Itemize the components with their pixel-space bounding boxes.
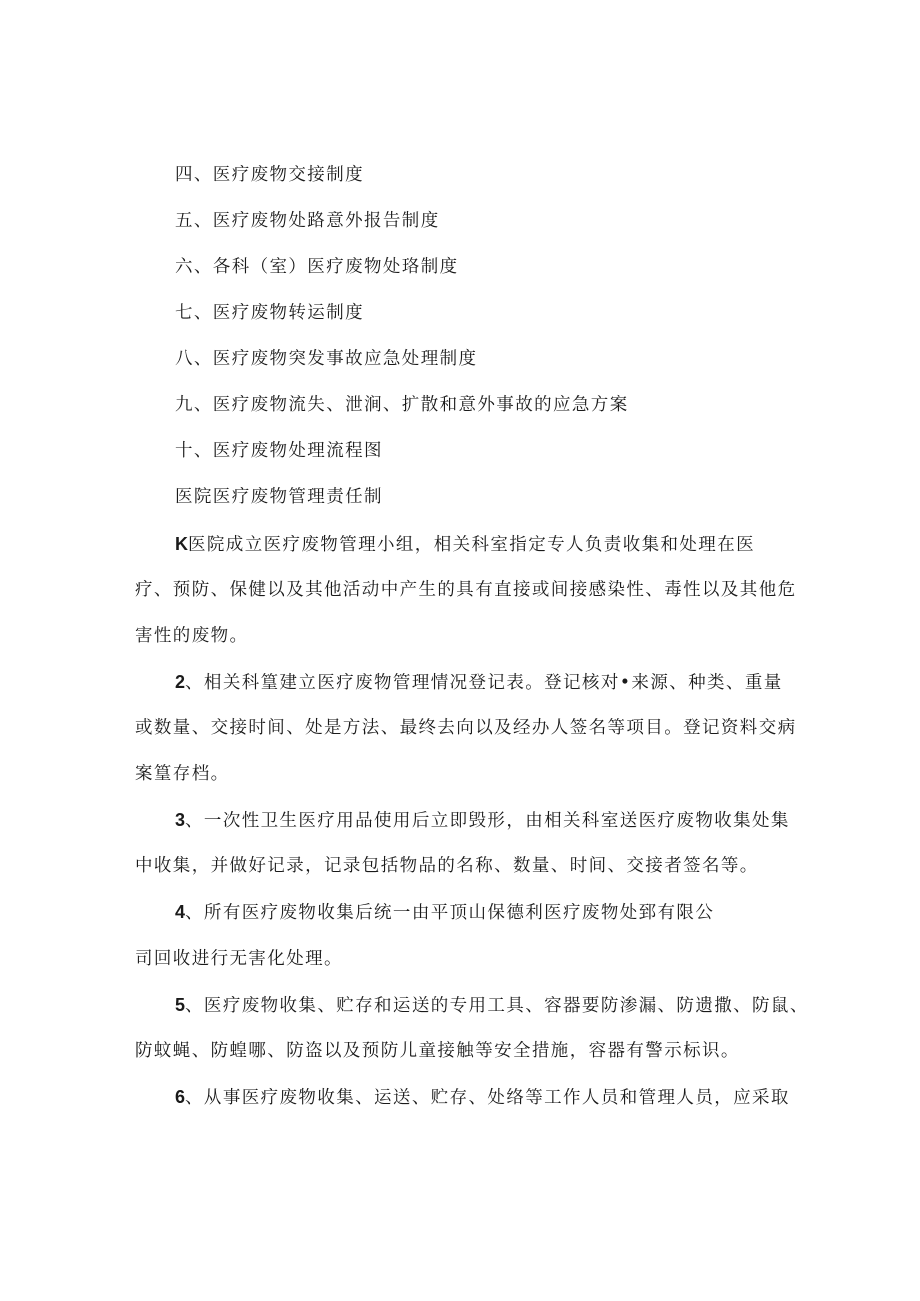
toc-item: 十、医疗废物处理流程图 (175, 441, 383, 461)
item-number: 3 (175, 810, 186, 830)
paragraph-first-line (175, 1085, 790, 1110)
toc-item: 五、医疗废物处路意外报告制度 (175, 211, 440, 231)
toc-item: 九、医疗废物流失、泄涧、扩散和意外事故的应急方案 (175, 395, 629, 415)
paragraph-line: 害性的废物。 (135, 626, 249, 646)
item-number: 4 (175, 902, 186, 922)
toc-item: 四、医疗废物交接制度 (175, 165, 364, 185)
paragraph-line: 司回收进行无害化处理。 (135, 949, 343, 969)
item-number: 5 (175, 995, 186, 1015)
item-number: K (175, 534, 188, 554)
item-text: 、从事医疗废物收集、运送、贮存、处络等工作人员和管理人员，应采取 (185, 1088, 790, 1108)
paragraph-first-line (175, 808, 790, 833)
item-text: 、一次性卫生医疗用品使用后立即毁形，由相关科室送医疗废物收集处集 (185, 811, 790, 831)
item-text: 、医疗废物收集、贮存和运送的专用工具、容器要防渗漏、防遗撒、防鼠、 (185, 996, 809, 1016)
paragraph-line: 疗、预防、保健以及其他活动中产生的具有直接或间接感染性、毒性以及其他危 (135, 580, 797, 600)
paragraph-first-line (175, 900, 714, 925)
toc-item: 七、医疗废物转运制度 (175, 303, 364, 323)
paragraph-line: 案篁存档。 (135, 764, 230, 784)
paragraph-line: 中收集，并做好记录，记录包括物品的名称、数量、时间、交接者签名等。 (135, 856, 759, 876)
paragraph-line: 或数量、交接时间、处是方法、最终去向以及经办人签名等项目。登记资料交病 (135, 718, 797, 738)
item-text: 、相关科篁建立医疗废物管理情况登记表。登记核对•来源、种类、重量 (185, 673, 783, 693)
paragraph-first-line (175, 993, 809, 1018)
paragraph-first-line (175, 670, 783, 695)
toc-item: 八、医疗废物突发事故应急处理制度 (175, 349, 478, 369)
item-number: 6 (175, 1087, 186, 1107)
paragraph-line: 防蚊蝇、防蝗哪、防盗以及预防儿童接触等安全措施，容器有警示标识。 (135, 1041, 740, 1061)
section-title: 医院医疗废物管理责任制 (175, 487, 383, 507)
item-text: 、所有医疗废物收集后统一由平顶山保德利医疗废物处郅有限公 (185, 903, 715, 923)
paragraph-first-line (175, 532, 755, 557)
toc-item: 六、各科（室）医疗废物处珞制度 (175, 257, 459, 277)
item-text: 医院成立医疗废物管理小组，相关科室指定专人负责收集和处理在医 (188, 535, 755, 555)
item-number: 2 (175, 672, 186, 692)
